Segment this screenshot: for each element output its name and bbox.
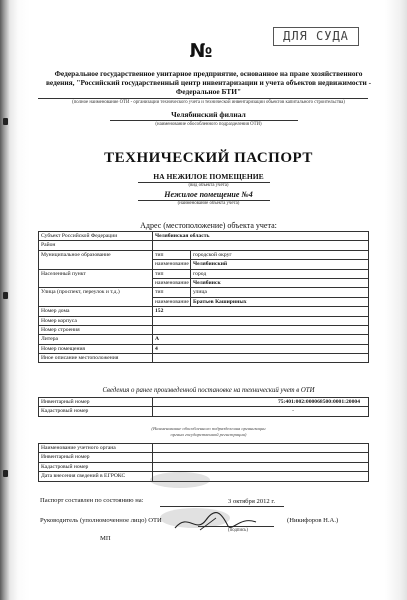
row-value: - — [153, 407, 369, 416]
row-label: Кадастровый номер — [39, 407, 153, 416]
number-sign: № — [189, 40, 213, 62]
signature-line — [160, 506, 284, 507]
table-row — [39, 316, 369, 325]
compiled-label: Паспорт составлен по состоянию на: — [40, 497, 144, 504]
binding-hole — [3, 118, 8, 125]
premises-name: Нежилое помещение №4 — [164, 190, 253, 199]
table-row — [39, 269, 369, 278]
row-value: Челябинская область — [153, 232, 369, 241]
row-label: Субъект Российской Федерации — [39, 232, 153, 241]
table-row — [39, 462, 369, 471]
name-value: Челябинск — [191, 278, 369, 287]
type-value: город — [191, 269, 369, 278]
scan-smudge — [150, 472, 210, 488]
name-value: Братьев Кашириных — [191, 297, 369, 306]
row-value: 4 — [153, 344, 369, 353]
address-table — [38, 231, 369, 363]
table-row — [39, 354, 369, 363]
row-label: Кадастровый номер — [39, 462, 153, 471]
type-value: городской округ — [191, 250, 369, 259]
premises-caption: (наименование объекта учета) — [177, 201, 240, 206]
seal-label: МП — [100, 535, 111, 542]
organization-line: Федеральное государственное унитарное предприятие, основанное на праве хозяйственного — [54, 69, 363, 78]
table-row — [39, 288, 369, 297]
table-row — [39, 344, 369, 353]
row-label: Муниципальное образование — [39, 250, 153, 269]
row-label: Наименование учетного органа — [39, 444, 153, 453]
divider — [38, 98, 368, 99]
table-row — [39, 444, 369, 453]
object-kind: НА НЕЖИЛОЕ ПОМЕЩЕНИЕ — [153, 172, 264, 181]
signature-caption: (подпись) — [228, 528, 248, 533]
row-value — [153, 241, 369, 250]
row-label: Инвентарный номер — [39, 398, 153, 407]
egrokc-caption: органа государственной регистрации) — [170, 432, 247, 437]
row-label: Инвентарный номер — [39, 453, 153, 462]
head-label: Руководитель (уполномоченное лицо) ОТИ — [40, 517, 162, 524]
divider — [110, 120, 298, 121]
row-label: Номер дома — [39, 307, 153, 316]
row-label: Номер помещения — [39, 344, 153, 353]
branch-name: Челябинский филиал — [171, 110, 246, 119]
object-kind-caption: (вид объекта учета) — [188, 183, 229, 188]
registration-title: Сведения о ранее произведенной постановке на технический учет в ОТИ — [102, 387, 315, 394]
table-row — [39, 250, 369, 259]
binding-hole — [3, 470, 8, 477]
table-row — [39, 453, 369, 462]
name-label: наименование — [153, 278, 191, 287]
table-row — [39, 335, 369, 344]
row-value: 152 — [153, 307, 369, 316]
table-row — [39, 398, 369, 407]
table-row — [39, 241, 369, 250]
organization-name — [30, 69, 387, 96]
document-title: ТЕХНИЧЕСКИЙ ПАСПОРТ — [104, 150, 313, 166]
type-label: тип — [153, 288, 191, 297]
row-value — [153, 444, 369, 453]
compiled-date: 3 октября 2012 г. — [228, 498, 275, 505]
head-name: (Никифоров Н.А.) — [287, 517, 339, 524]
binding-hole — [3, 292, 8, 299]
row-label: Номер корпуса — [39, 316, 153, 325]
name-label: наименование — [153, 297, 191, 306]
row-value: А — [153, 335, 369, 344]
table-row — [39, 407, 369, 416]
type-label: тип — [153, 269, 191, 278]
row-label: Номер строения — [39, 325, 153, 334]
row-value — [153, 453, 369, 462]
row-label: Литера — [39, 335, 153, 344]
egrokc-caption: (Наименование обособленного подразделения организации — [151, 426, 266, 431]
table-row — [39, 325, 369, 334]
row-value — [153, 354, 369, 363]
table-row — [39, 232, 369, 241]
name-label: наименование — [153, 260, 191, 269]
row-value: 75:401:002:000068500:0001:20004 — [153, 398, 369, 407]
organization-line: Федеральное БТИ" — [175, 87, 242, 96]
row-label: Дата внесения сведений в ЕГРОКС — [39, 472, 153, 481]
row-value — [153, 316, 369, 325]
table-row — [39, 307, 369, 316]
row-label: Район — [39, 241, 153, 250]
row-label: Населенный пункт — [39, 269, 153, 288]
registration-table — [38, 397, 369, 417]
type-label: тип — [153, 250, 191, 259]
row-label: Улица (проспект, переулок и т.д.) — [39, 288, 153, 307]
type-value: улица — [191, 288, 369, 297]
organization-caption: (полное наименование ОТИ - организации технического учета и технической инвентаризации объектов капитального строительства) — [72, 100, 345, 105]
branch-caption: (наименование обособленного подразделения ОТИ) — [155, 122, 262, 127]
court-stamp: ДЛЯ СУДА — [273, 27, 359, 46]
row-value — [153, 325, 369, 334]
row-value — [153, 462, 369, 471]
organization-line: ведения, "Российский государственный центр инвентаризации и учета объектов недвижимости - — [45, 78, 372, 87]
address-label: Адрес (местоположение) объекта учета: — [140, 221, 277, 230]
row-label: Иное описание местоположения — [39, 354, 153, 363]
name-value: Челябинский — [191, 260, 369, 269]
